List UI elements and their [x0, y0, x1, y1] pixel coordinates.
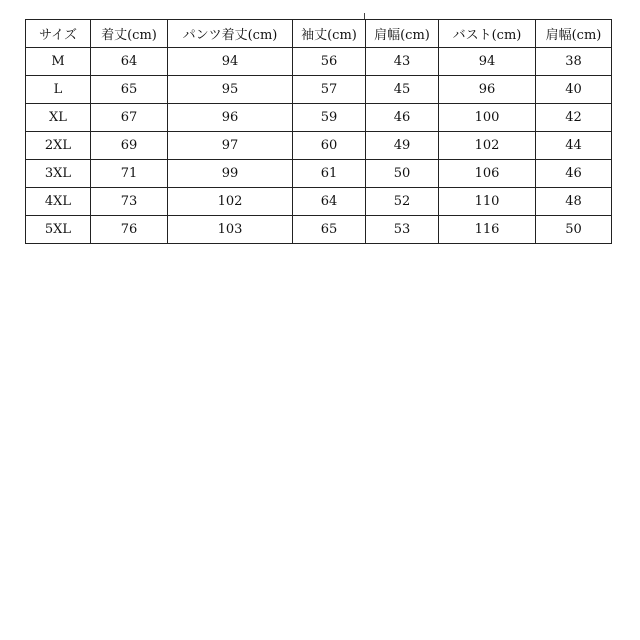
header-length: 着丈(cm): [91, 20, 168, 48]
cell-shoulder: 43: [366, 48, 439, 76]
header-sleeve: 袖丈(cm): [293, 20, 366, 48]
cell-shoulder-2: 46: [536, 160, 612, 188]
cell-size: L: [26, 76, 91, 104]
cell-pants-length: 99: [168, 160, 293, 188]
table-body: [26, 48, 612, 244]
cell-pants-length: 103: [168, 216, 293, 244]
cell-shoulder: 50: [366, 160, 439, 188]
header-bust: バスト(cm): [439, 20, 536, 48]
cell-shoulder: 46: [366, 104, 439, 132]
table-row: [26, 132, 612, 160]
cell-shoulder-2: 44: [536, 132, 612, 160]
cell-sleeve: 64: [293, 188, 366, 216]
cell-size: M: [26, 48, 91, 76]
cell-bust: 94: [439, 48, 536, 76]
cell-pants-length: 95: [168, 76, 293, 104]
table-row: [26, 48, 612, 76]
header-shoulder: 肩幅(cm): [366, 20, 439, 48]
cell-shoulder: 49: [366, 132, 439, 160]
cell-size: 4XL: [26, 188, 91, 216]
cell-sleeve: 59: [293, 104, 366, 132]
cell-shoulder: 53: [366, 216, 439, 244]
table-row: [26, 216, 612, 244]
cell-shoulder-2: 48: [536, 188, 612, 216]
cell-bust: 102: [439, 132, 536, 160]
cell-length: 69: [91, 132, 168, 160]
cell-sleeve: 60: [293, 132, 366, 160]
header-pants-length: パンツ着丈(cm): [168, 20, 293, 48]
cell-length: 65: [91, 76, 168, 104]
cell-size: 5XL: [26, 216, 91, 244]
cell-sleeve: 61: [293, 160, 366, 188]
cell-pants-length: 96: [168, 104, 293, 132]
cell-sleeve: 56: [293, 48, 366, 76]
cell-shoulder-2: 40: [536, 76, 612, 104]
cell-shoulder-2: 42: [536, 104, 612, 132]
cell-bust: 100: [439, 104, 536, 132]
cell-pants-length: 97: [168, 132, 293, 160]
cell-bust: 106: [439, 160, 536, 188]
cell-length: 73: [91, 188, 168, 216]
table-row: [26, 160, 612, 188]
table-header: [26, 20, 612, 48]
cell-length: 67: [91, 104, 168, 132]
cell-sleeve: 65: [293, 216, 366, 244]
cell-size: XL: [26, 104, 91, 132]
cell-length: 71: [91, 160, 168, 188]
cell-size: 2XL: [26, 132, 91, 160]
cell-sleeve: 57: [293, 76, 366, 104]
cell-shoulder-2: 50: [536, 216, 612, 244]
cell-bust: 110: [439, 188, 536, 216]
cell-length: 64: [91, 48, 168, 76]
table-row: [26, 104, 612, 132]
cell-shoulder-2: 38: [536, 48, 612, 76]
header-row: [26, 20, 612, 48]
cell-pants-length: 94: [168, 48, 293, 76]
cell-shoulder: 52: [366, 188, 439, 216]
header-size: サイズ: [26, 20, 91, 48]
cell-shoulder: 45: [366, 76, 439, 104]
cell-pants-length: 102: [168, 188, 293, 216]
size-chart-table: [25, 19, 612, 244]
table-row: [26, 76, 612, 104]
table-row: [26, 188, 612, 216]
cell-bust: 116: [439, 216, 536, 244]
cell-size: 3XL: [26, 160, 91, 188]
header-shoulder-2: 肩幅(cm): [536, 20, 612, 48]
cell-length: 76: [91, 216, 168, 244]
cell-bust: 96: [439, 76, 536, 104]
